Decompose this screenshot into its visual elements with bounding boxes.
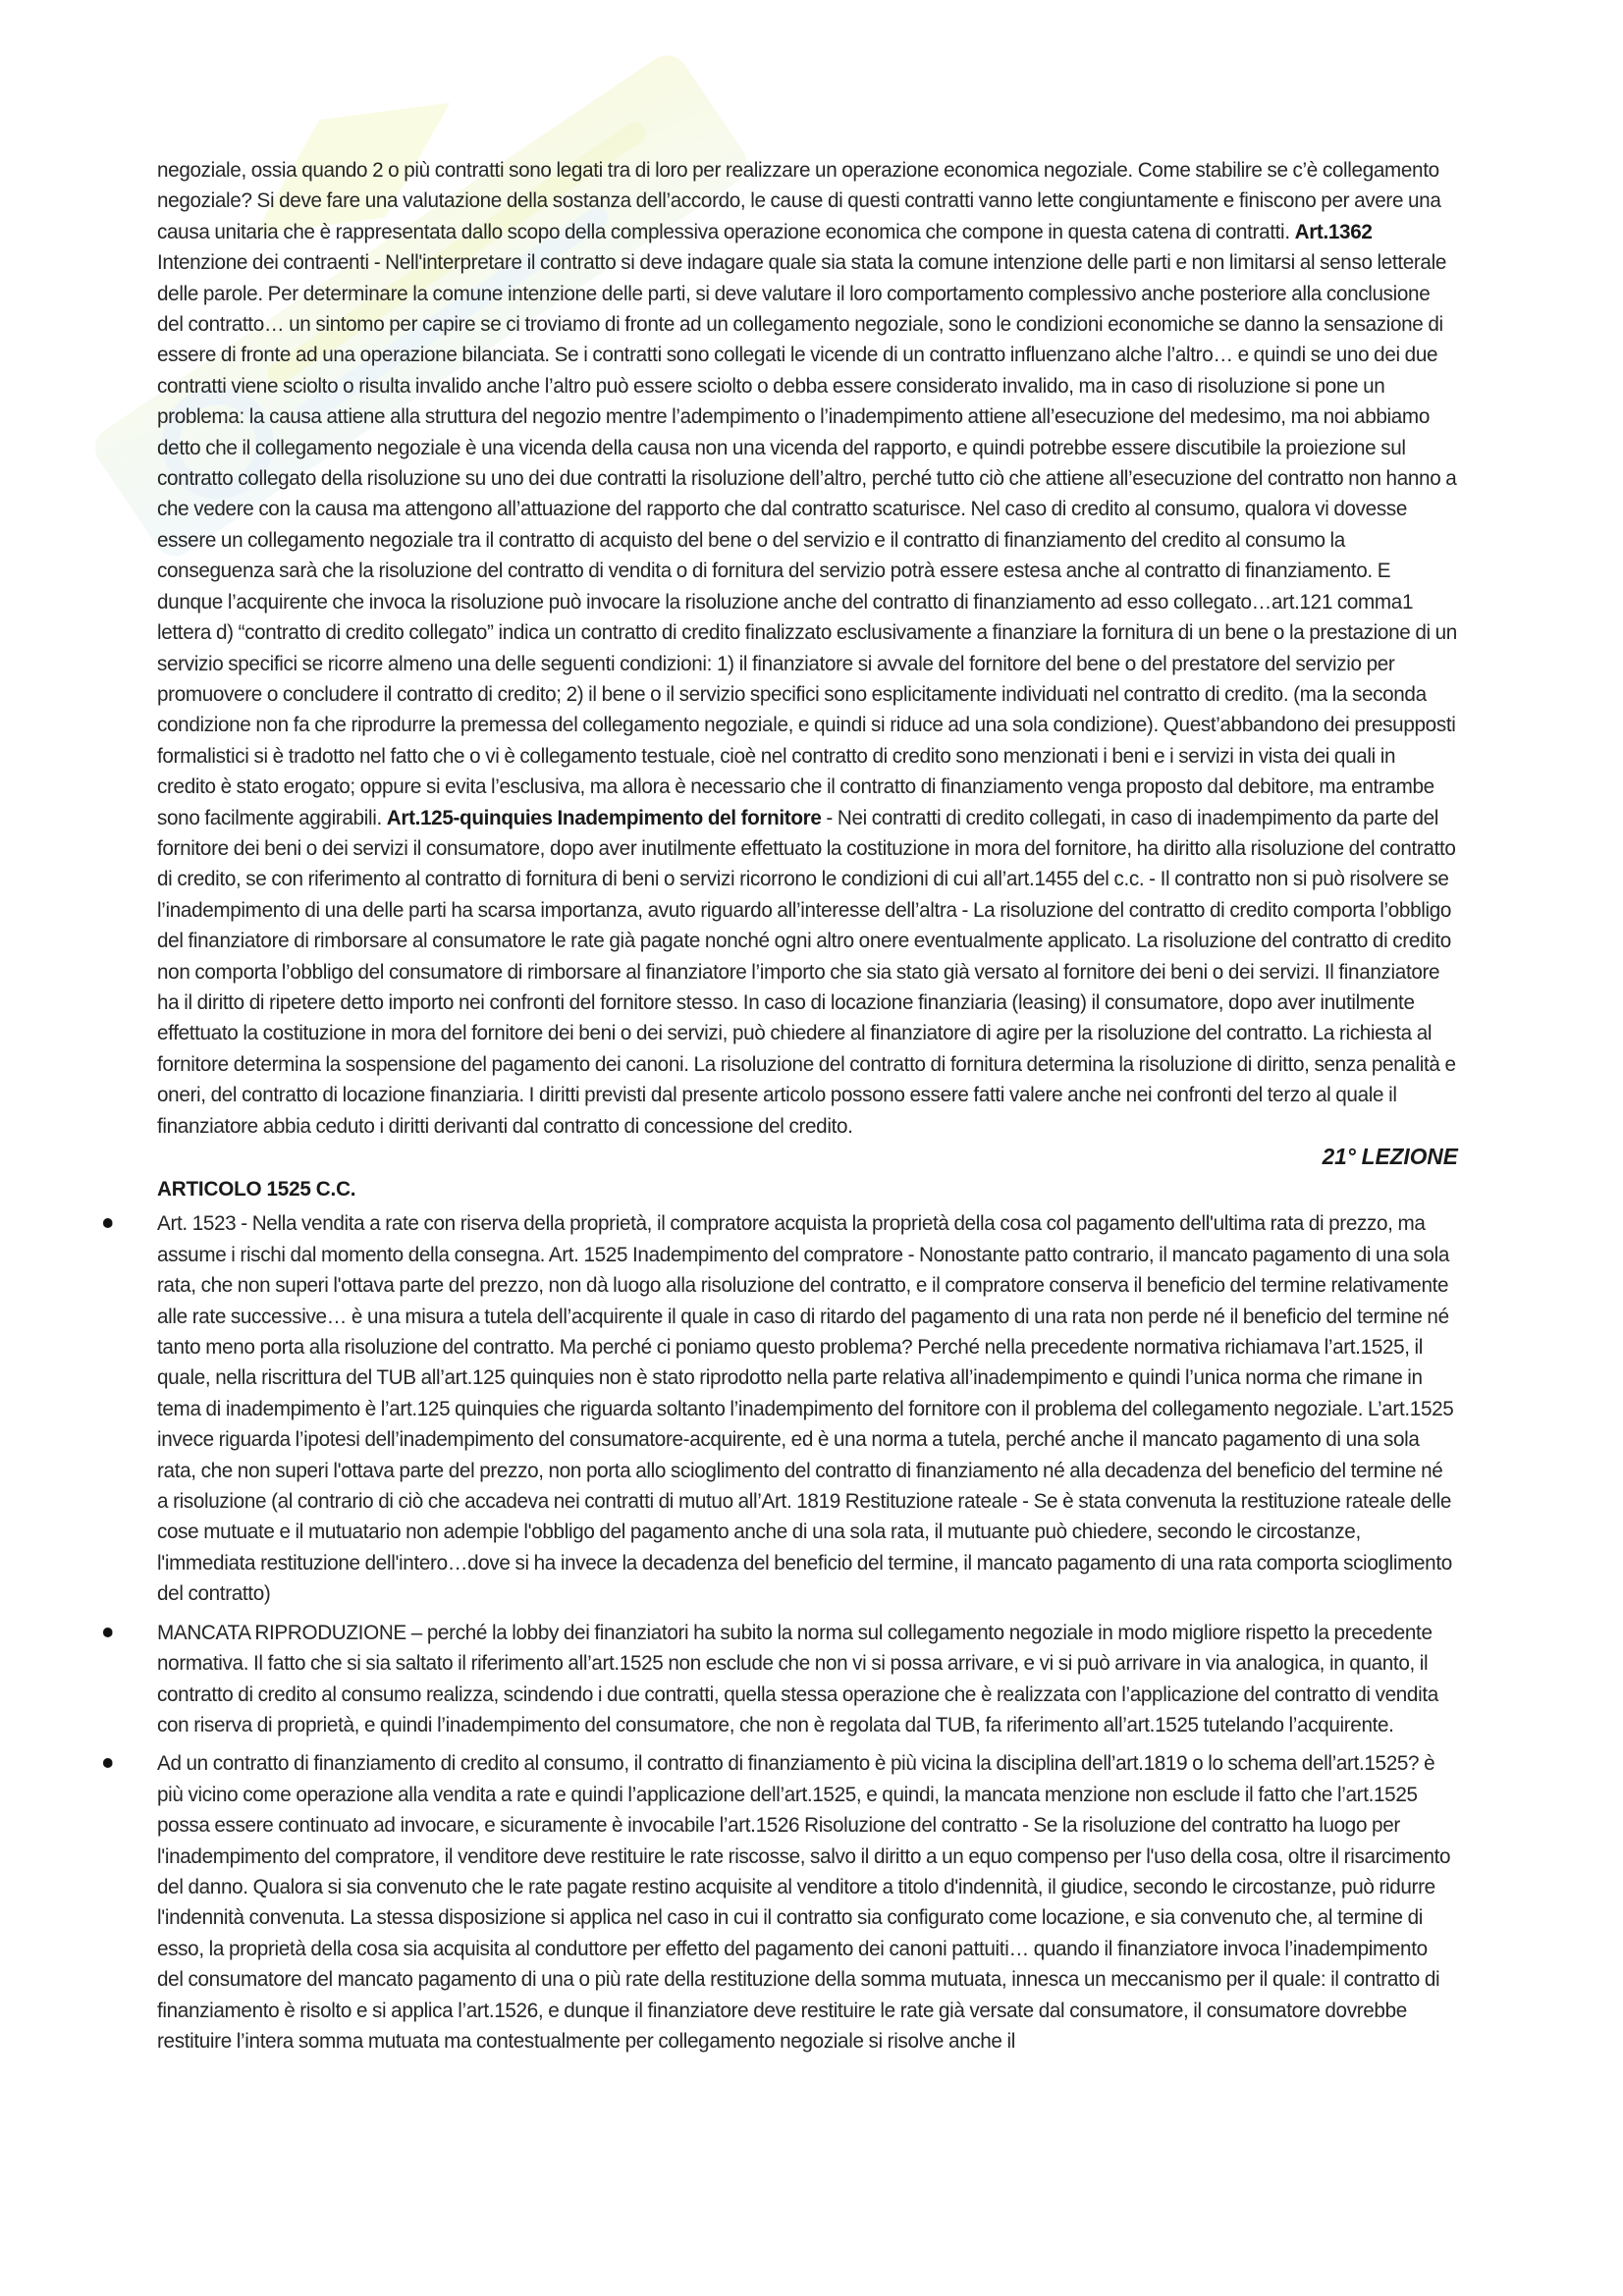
bullet-list [157,1208,1458,2056]
bullet-icon [103,1628,113,1637]
list-item [157,1208,1458,1609]
article-ref-125-quinquies: Art.125-quinquies Inadempimento del fornitore [386,806,822,829]
list-item [157,1748,1458,2056]
bullet-icon [103,1218,113,1228]
paragraph-text-2: Intenzione dei contraenti - Nell'interpretare il contratto si deve indagare quale sia stata la comune intenzione delle parti e non limitarsi al senso letterale delle parole. Per determinare la comune intenzione delle parti, si deve valutare il loro comportamento complessivo anche posteriore alla conclusione del contratto… un sintomo per capire se ci troviamo di fronte ad un collegamento negoziale, sono le condizioni economiche se danno la sensazione di essere di fronte ad una operazione bilanciata. Se i contratti sono collegati le vicende di un contratto influenzano alche l’altro… e quindi se uno dei due contratti viene sciolto o risulta invalido anche l’altro può essere sciolto o debba essere considerato invalido, ma in caso di risoluzione si pone un problema: la causa attiene alla struttura del negozio mentre l’adempimento o l’inadempimento attiene all’esecuzione del medesimo, ma noi abbiamo detto che il collegamento negoziale è una vicenda della causa non una vicenda del rapporto, e quindi potrebbe essere discutibile la proiezione sul contratto collegato della risoluzione su uno dei due contratti la risoluzione dell’altro, perché tutto ciò che attiene all’esecuzione del contratto non hanno a che vedere con la causa ma attengono all’attuazione del rapporto che dal contratto scaturisce. Nel caso di credito al consumo, qualora vi dovesse essere un collegamento negoziale tra il contratto di acquisto del bene o del servizio e il contratto di finanziamento del credito al consumo la conseguenza sarà che la risoluzione del contratto di vendita o di fornitura del servizio potrà essere estesa anche al contratto di finanziamento. E dunque l’acquirente che invoca la risoluzione può invocare la risoluzione anche del contratto di finanziamento ad esso collegato…art.121 comma1 lettera d) “contratto di credito collegato” indica un contratto di credito finalizzato esclusivamente a finanziare la fornitura di un bene o la prestazione di un servizio specifici se ricorre almeno una delle seguenti condizioni: 1) il finanziatore si avvale del fornitore del bene o del prestatore del servizio per promuovere o concludere il contratto di credito; 2) il bene o il servizio specifici sono esplicitamente individuati nel contratto di credito. (ma la seconda condizione non fa che riprodurre la premessa del collegamento negoziale, e quindi si riduce ad una sola condizione). Quest’abbandono dei presupposti formalistici si è tradotto nel fatto che o vi è collegamento testuale, cioè nel contratto di credito sono menzionati i beni e i servizi in vista dei quali in credito è stato erogato; oppure si evita l’esclusiva, ma allora è necessario che il contratto di finanziamento venga proposto dal debitore, ma entrambe sono facilmente aggirabili. [157,251,1457,829]
bullet-icon [103,1758,113,1768]
list-item [157,1618,1458,1741]
lesson-label: 21° LEZIONE [1322,1144,1458,1169]
paragraph-text-1: negoziale, ossia quando 2 o più contratti sono legati tra di loro per realizzare un operazione economica negoziale. Come stabilire se c’è collegamento negoziale? Si deve fare una valutazione della sostanza dell’accordo, le cause di questi contratti vanno lette congiuntamente e finiscono per avere una causa unitaria che è rappresentata dallo scopo della complessiva operazione economica che compone in questa catena di contratti. [157,159,1441,243]
list-item-text: MANCATA RIPRODUZIONE – perché la lobby dei finanziatori ha subito la norma sul collegamento negoziale in modo migliore rispetto la precedente normativa. Il fatto che si sia saltato il riferimento all’art.1525 non esclude che non vi si possa arrivare, e vi si può arrivare in via analogica, in quanto, il contratto di credito al consumo realizza, scindendo i due contratti, quella stessa operazione che è realizzata con l’applicazione del contratto di vendita con riserva di proprietà, e quindi l’inadempimento del consumatore, che non è regolata dal TUB, fa riferimento all’art.1525 tutelando l’acquirente. [157,1621,1438,1736]
article-ref-1362: Art.1362 [1294,220,1373,243]
list-item-text: Art. 1523 - Nella vendita a rate con riserva della proprietà, il compratore acquista la proprietà della cosa col pagamento dell'ultima rata di prezzo, ma assume i rischi dal momento della consegna. Art. 1525 Inadempimento del compratore - Nonostante patto contrario, il mancato pagamento di una sola rata, che non superi l'ottava parte del prezzo, non dà luogo alla risoluzione del contratto, e il compratore conserva il beneficio del termine relativamente alle rate successive… è una misura a tutela dell’acquirente il quale in caso di ritardo del pagamento di una rata non perde né il beneficio del termine né tanto meno porta alla risoluzione del contratto. Ma perché ci poniamo questo problema? Perché nella precedente normativa richiamava l’art.1525, il quale, nella riscrittura del TUB all’art.125 quinquies non è stato riprodotto nella parte relativa all’inadempimento e quindi l’unica norma che rimane in tema di inadempimento è l’art.125 quinquies che riguarda soltanto l’inadempimento del fornitore con il problema del collegamento negoziale. L’art.1525 invece riguarda l’ipotesi dell’inadempimento del consumatore-acquirente, ed è una norma a tutela, perché anche il mancato pagamento di una sola rata, che non superi l'ottava parte del prezzo, non porta allo scioglimento del contratto di finanziamento né alla decadenza del beneficio del termine né a risoluzione (al contrario di ciò che accadeva nei contratti di mutuo all’Art. 1819 Restituzione rateale - Se è stata convenuta la restituzione rateale delle cose mutuate e il mutuatario non adempie l'obbligo del pagamento anche di una sola rata, il mutuante può chiedere, secondo le circostanze, l'immediata restituzione dell'intero…dove si ha invece la decadenza del beneficio del termine, il mancato pagamento di una rata comporta scioglimento del contratto) [157,1212,1454,1606]
section-title: ARTICOLO 1525 C.C. [157,1178,356,1201]
list-item-text: Ad un contratto di finanziamento di credito al consumo, il contratto di finanziamento è più vicina la disciplina dell’art.1819 o lo schema dell’art.1525? è più vicino come operazione alla vendita a rate e quindi l’applicazione dell’art.1525, e quindi, la mancata menzione non esclude il fatto che l’art.1525 possa essere continuato ad invocare, e sicuramente è invocabile l’art.1526 Risoluzione del contratto - Se la risoluzione del contratto ha luogo per l'inadempimento del compratore, il venditore deve restituire le rate riscosse, salvo il diritto a un equo compenso per l'uso della cosa, oltre il risarcimento del danno. Qualora si sia convenuto che le rate pagate restino acquisite al venditore a titolo d'indennità, il giudice, secondo le circostanze, può ridurre l'indennità convenuta. La stessa disposizione si applica nel caso in cui il contratto sia configurato come locazione, e sia convenuto che, al termine di esso, la proprietà della cosa sia acquisita al conduttore per effetto del pagamento dei canoni pattuiti… quando il finanziatore invoca l’inadempimento del consumatore del mancato pagamento di una o più rate della restituzione della somma mutuata, innesca un meccanismo per il quale: il contratto di finanziamento è risolto e si applica l’art.1526, e dunque il finanziatore deve restituire le rate già versate dal consumatore, il consumatore dovrebbe restituire l’intera somma mutuata ma contestualmente per collegamento negoziale si risolve anche il [157,1752,1451,2053]
lesson-header [157,1142,1458,1174]
document-page [157,155,1458,2064]
paragraph-text-3: - Nei contratti di credito collegati, in caso di inadempimento da parte del fornitore dei beni o dei servizi il consumatore, dopo aver inutilmente effettuato la costituzione in mora del fornitore, ha diritto alla risoluzione del contratto di credito, se con riferimento al contratto di fornitura di beni o servizi ricorrono le condizioni di cui all’art.1455 del c.c. - Il contratto non si può risolvere se l’inadempimento di una delle parti ha scarsa importanza, avuto riguardo all’interesse dell’altra - La risoluzione del contratto di credito comporta l’obbligo del finanziatore di rimborsare al consumatore le rate già pagate nonché ogni altro onere eventualmente applicato. La risoluzione del contratto di credito non comporta l’obbligo del consumatore di rimborsare al finanziatore l’importo che sia stato già versato al fornitore dei beni o dei servizi. Il finanziatore ha il diritto di ripetere detto importo nei confronti del fornitore stesso. In caso di locazione finanziaria (leasing) il consumatore, dopo aver inutilmente effettuato la costituzione in mora del fornitore dei beni o dei servizi, può chiedere al finanziatore di agire per la risoluzione del contratto. La richiesta al fornitore determina la sospensione del pagamento dei canoni. La risoluzione del contratto di fornitura determina la risoluzione di diritto, senza penalità e oneri, del contratto di locazione finanziaria. I diritti previsti dal presente articolo possono essere fatti valere anche nei confronti del terzo al quale il finanziatore abbia ceduto i diritti derivanti dal contratto di concessione del credito. [157,806,1456,1138]
body-paragraph [157,155,1458,1142]
